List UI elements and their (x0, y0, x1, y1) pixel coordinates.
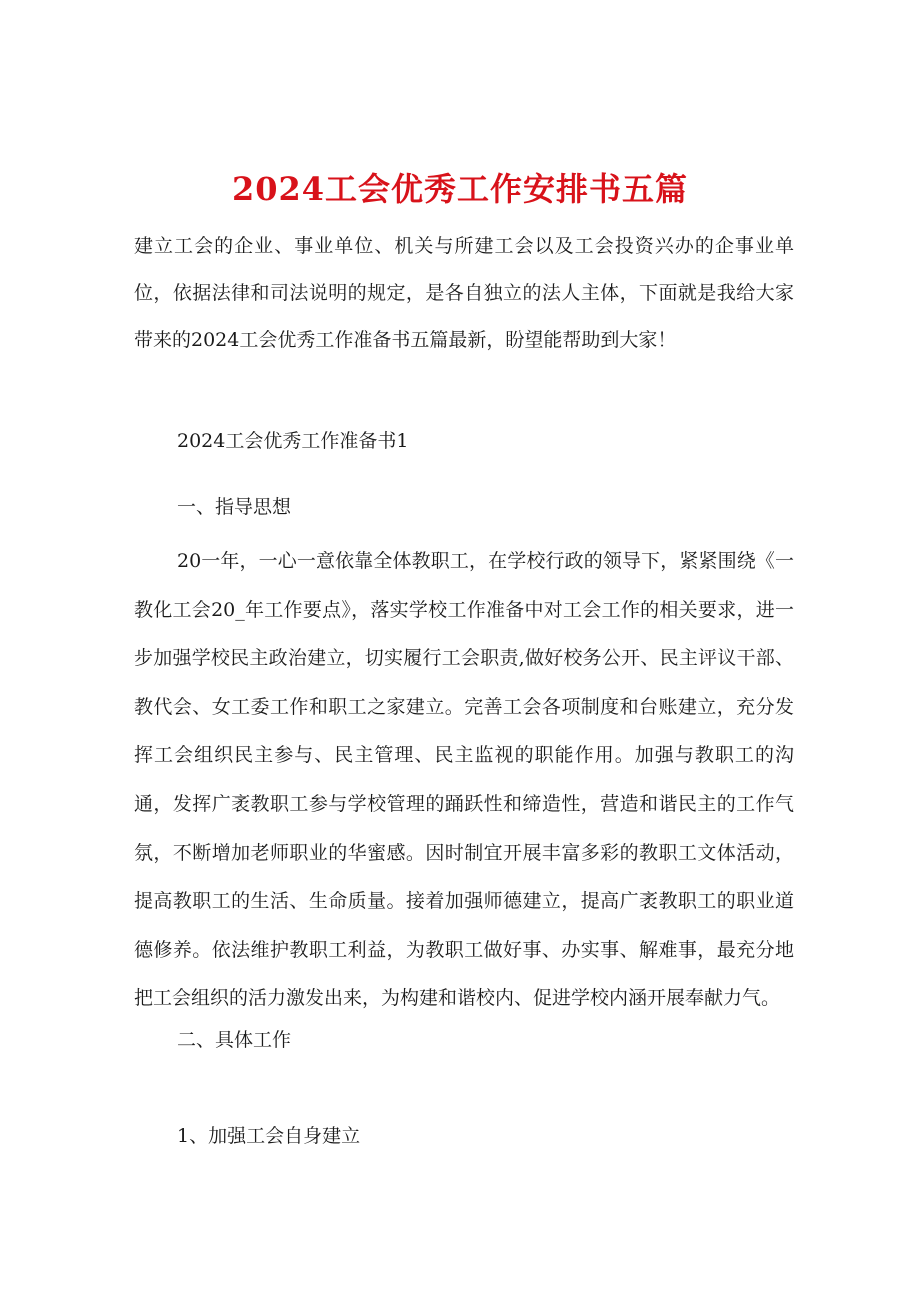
sub-heading-union-building: 1、加强工会自身建立 (177, 1125, 361, 1147)
intro-paragraph: 建立工会的企业、事业单位、机关与所建工会以及工会投资兴办的企事业单位，依据法律和司法说明的规定，是各自独立的法人主体，下面就是我给大家带来的2024工会优秀工作准备书五篇最新，盼望能帮助到大家！ (134, 235, 794, 351)
heading-guiding-ideology: 一、指导思想 (177, 496, 292, 518)
section-heading: 2024工会优秀工作准备书1 (177, 430, 409, 452)
document-title: 2024工会优秀工作安排书五篇 (231, 170, 689, 209)
body-paragraph: 20一年，一心一意依靠全体教职工，在学校行政的领导下，紧紧围绕《一教化工会20_年工作要点》，落实学校工作准备中对工会工作的相关要求，进一步加强学校民主政治建立，切实履行工会职责,做好校务公开、民主评议干部、教代会、女工委工作和职工之家建立。完善工会各项制度和台账建立，充分发挥工会组织民主参与、民主管理、民主监视的职能作用。加强与教职工的沟通，发挥广袤教职工参与学校管理的踊跃性和缔造性，营造和谐民主的工作气氛，不断增加老师职业的华蜜感。因时制宜开展丰富多彩的教职工文体活动，提高教职工的生活、生命质量。接着加强师德建立，提高广袤教职工的职业道德修养。依法维护教职工利益，为教职工做好事、办实事、解难事，最充分地把工会组织的活力激发出来，为构建和谐校内、促进学校内涵开展奉献力气。 (134, 550, 794, 1010)
heading-specific-work: 二、具体工作 (177, 1029, 292, 1051)
